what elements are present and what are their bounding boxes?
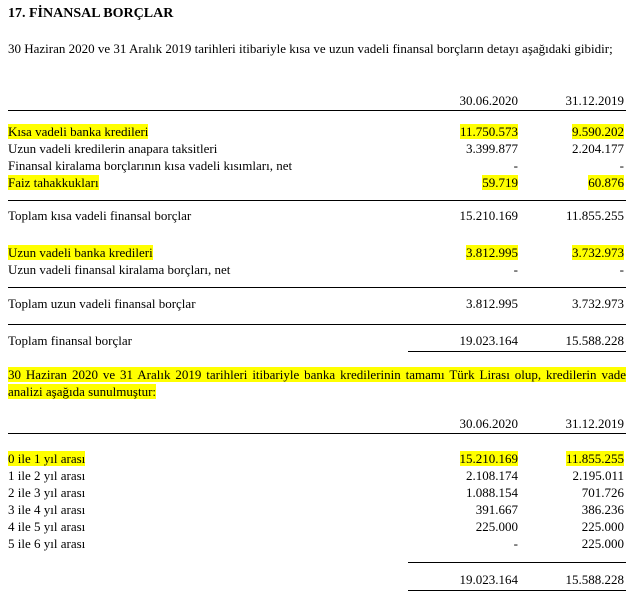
table-row-v2: 701.726 xyxy=(581,485,624,500)
grand-total-underline xyxy=(408,351,626,352)
table1-col1-header: 30.06.2020 xyxy=(459,93,518,108)
table-row-v1: 3.812.995 xyxy=(466,245,518,260)
table-row-v1: 391.667 xyxy=(475,502,518,517)
table-row-label: Uzun vadeli finansal kiralama borçları, net xyxy=(8,262,231,277)
grand-total-v1: 19.023.164 xyxy=(459,333,518,348)
short-total-label: Toplam kısa vadeli finansal borçlar xyxy=(8,208,192,223)
table-row-v2: 11.855.255 xyxy=(565,451,624,466)
table-row-label: 3 ile 4 yıl arası xyxy=(8,502,86,517)
table-row-v1: 15.210.169 xyxy=(459,451,518,466)
table-row-label: Uzun vadeli banka kredileri xyxy=(8,245,153,260)
table-row-label: 2 ile 3 yıl arası xyxy=(8,485,86,500)
short-total-v2: 11.855.255 xyxy=(565,208,624,223)
maturity-paragraph: 30 Haziran 2020 ve 31 Aralık 2019 tarihleri itibariyle banka kredilerinin tamamı Türk Lirası olup, kredilerin vade analizi aşağıda sunulmuştur: xyxy=(8,367,626,399)
table2-col1-header: 30.06.2020 xyxy=(459,416,518,431)
table-row-label: Kısa vadeli banka kredileri xyxy=(8,124,149,139)
table-row-label: 1 ile 2 yıl arası xyxy=(8,468,86,483)
table2-total-v2: 15.588.228 xyxy=(565,572,624,587)
table-row-v1: - xyxy=(513,262,518,277)
table-row-label: Uzun vadeli kredilerin anapara taksitleri xyxy=(8,141,218,156)
table-row-v2: 3.732.973 xyxy=(572,245,624,260)
table-row-v1: - xyxy=(513,536,518,551)
table2-col2-header: 31.12.2019 xyxy=(565,416,624,431)
table-row-v2: 386.236 xyxy=(581,502,624,517)
long-total-label: Toplam uzun vadeli finansal borçlar xyxy=(8,296,196,311)
table-row-v1: 225.000 xyxy=(475,519,518,534)
table-row-v2: - xyxy=(619,158,624,173)
grand-total-rule xyxy=(8,324,626,325)
table2-total-v1: 19.023.164 xyxy=(459,572,518,587)
short-total-v1: 15.210.169 xyxy=(459,208,518,223)
table-row-label: Faiz tahakkukları xyxy=(8,175,99,190)
long-total-rule xyxy=(8,287,626,288)
table-row-label: Finansal kiralama borçlarının kısa vadeli kısımları, net xyxy=(8,158,293,173)
table-row-v2: 2.204.177 xyxy=(572,141,624,156)
table-row-label: 4 ile 5 yıl arası xyxy=(8,519,86,534)
table1-header-rule xyxy=(8,110,626,111)
table-row-v2: 2.195.011 xyxy=(572,468,624,483)
table-row-v1: 3.399.877 xyxy=(466,141,518,156)
table-row-v1: 59.719 xyxy=(482,175,518,190)
table-row-v2: - xyxy=(619,262,624,277)
grand-total-label: Toplam finansal borçlar xyxy=(8,333,132,348)
table-row-v1: 1.088.154 xyxy=(466,485,518,500)
section-title: 17. FİNANSAL BORÇLAR xyxy=(8,6,174,21)
table-row-v2: 225.000 xyxy=(581,519,624,534)
table2-total-underline xyxy=(408,590,626,591)
table-row-v1: 2.108.174 xyxy=(466,468,518,483)
table1-col2-header: 31.12.2019 xyxy=(565,93,624,108)
table-row-v1: - xyxy=(513,158,518,173)
table-row-label: 5 ile 6 yıl arası xyxy=(8,536,86,551)
grand-total-v2: 15.588.228 xyxy=(565,333,624,348)
intro-paragraph: 30 Haziran 2020 ve 31 Aralık 2019 tarihleri itibariyle kısa ve uzun vadeli finansal borçların detayı aşağıdaki gibidir; xyxy=(8,41,613,56)
table-row-v2: 60.876 xyxy=(588,175,624,190)
table-row-v2: 225.000 xyxy=(581,536,624,551)
table-row-v2: 9.590.202 xyxy=(572,124,624,139)
long-total-v2: 3.732.973 xyxy=(572,296,624,311)
long-total-v1: 3.812.995 xyxy=(466,296,518,311)
table-row-v1: 11.750.573 xyxy=(459,124,518,139)
table2-header-rule xyxy=(8,433,626,434)
short-total-rule xyxy=(8,200,626,201)
table2-total-rule xyxy=(408,562,626,563)
table-row-label: 0 ile 1 yıl arası xyxy=(8,451,86,466)
